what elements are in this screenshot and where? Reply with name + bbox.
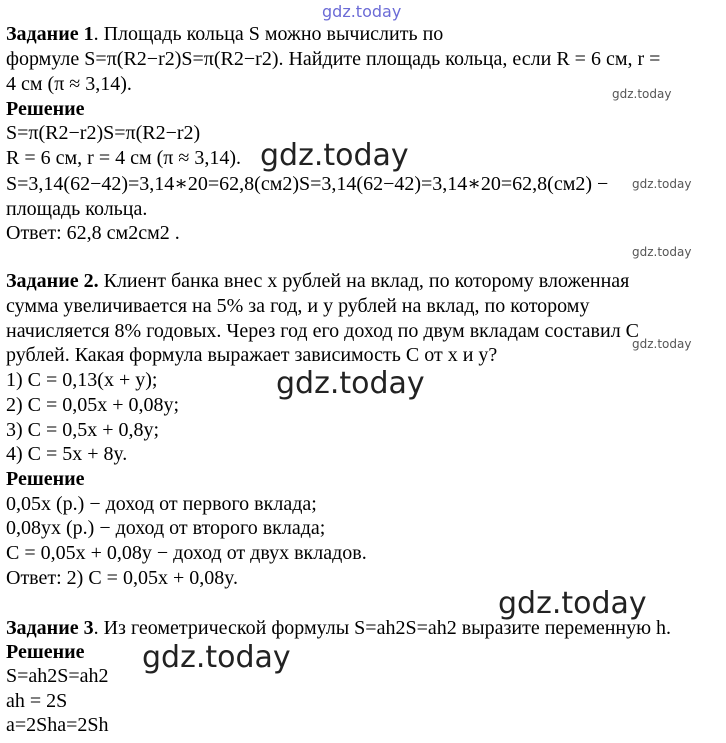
watermark-large: gdz.today	[276, 366, 425, 401]
task1-heading: Задание 1	[6, 23, 94, 45]
task1-solution-line3: S=3,14(62−42)=3,14∗20=62,8(см2)S=3,14(62−42)=3,14∗20=62,8(см2) −	[6, 173, 609, 195]
task1-answer: Ответ: 62,8 см2см2 .	[6, 222, 180, 244]
task2-solution-line1: 0,05x (р.) − доход от первого вклада;	[6, 493, 317, 515]
task2-option: 3) С = 0,5x + 0,8y;	[6, 419, 160, 441]
task2-text1: Клиент банка внес x рублей на вклад, по которому вложенная	[98, 270, 630, 292]
watermark-small: gdz.today	[612, 87, 672, 101]
watermark-top: gdz.today	[322, 2, 402, 21]
task1-solution-line2: R = 6 см, r = 4 см (π ≈ 3,14).	[6, 147, 242, 169]
watermark-small: gdz.today	[632, 245, 692, 259]
task2-heading: Задание 2.	[6, 270, 99, 292]
task3-line1	[6, 617, 671, 640]
task3-solution-line3: a=2Sha=2Sh	[6, 714, 109, 736]
task1-solution-heading: Решение	[6, 98, 85, 120]
watermark-large: gdz.today	[498, 586, 647, 621]
task3-solution-line1: S=ah2S=ah2	[6, 665, 109, 687]
watermark-small: gdz.today	[632, 177, 692, 191]
task2-text4: рублей. Какая формула выражает зависимость С от x и y?	[6, 344, 498, 366]
task3-heading: Задание 3	[6, 617, 94, 639]
task2-option: 1) С = 0,13(x + y);	[6, 369, 158, 391]
task1-solution-line1: S=π(R2−r2)S=π(R2−r2)	[6, 122, 201, 144]
task1-text2: формуле S=π(R2−r2)S=π(R2−r2). Найдите площадь кольца, если R = 6 см, r =	[6, 48, 661, 70]
task1-text3: 4 см (π ≈ 3,14).	[6, 73, 132, 95]
task2-line1	[6, 270, 629, 293]
task2-option: 4) С = 5x + 8y.	[6, 443, 128, 465]
task2-text3: начисляется 8% годовых. Через год его доход по двум вкладам составил С	[6, 320, 640, 342]
task3-text1: . Из геометрической формулы S=ah2S=ah2 выразите переменную h.	[93, 617, 672, 639]
task3-solution-heading: Решение	[6, 641, 85, 663]
task2-solution-heading: Решение	[6, 468, 85, 490]
watermark-large: gdz.today	[260, 138, 409, 173]
task2-text2: сумма увеличивается на 5% за год, и y рублей на вклад, по которому	[6, 295, 590, 317]
task1-solution-line4: площадь кольца.	[6, 198, 148, 220]
task2-answer: Ответ: 2) С = 0,05x + 0,08y.	[6, 567, 238, 589]
task2-solution-line2: 0,08yx (р.) − доход от второго вклада;	[6, 517, 326, 539]
task1-text1: . Площадь кольца S можно вычислить по	[93, 23, 444, 45]
task2-option: 2) С = 0,05x + 0,08y;	[6, 394, 180, 416]
watermark-small: gdz.today	[632, 337, 692, 351]
watermark-large: gdz.today	[142, 640, 291, 675]
task1-line1	[6, 23, 443, 46]
task3-solution-line2: ah = 2S	[6, 690, 68, 712]
task2-solution-line3: С = 0,05x + 0,08y − доход от двух вкладов.	[6, 542, 367, 564]
